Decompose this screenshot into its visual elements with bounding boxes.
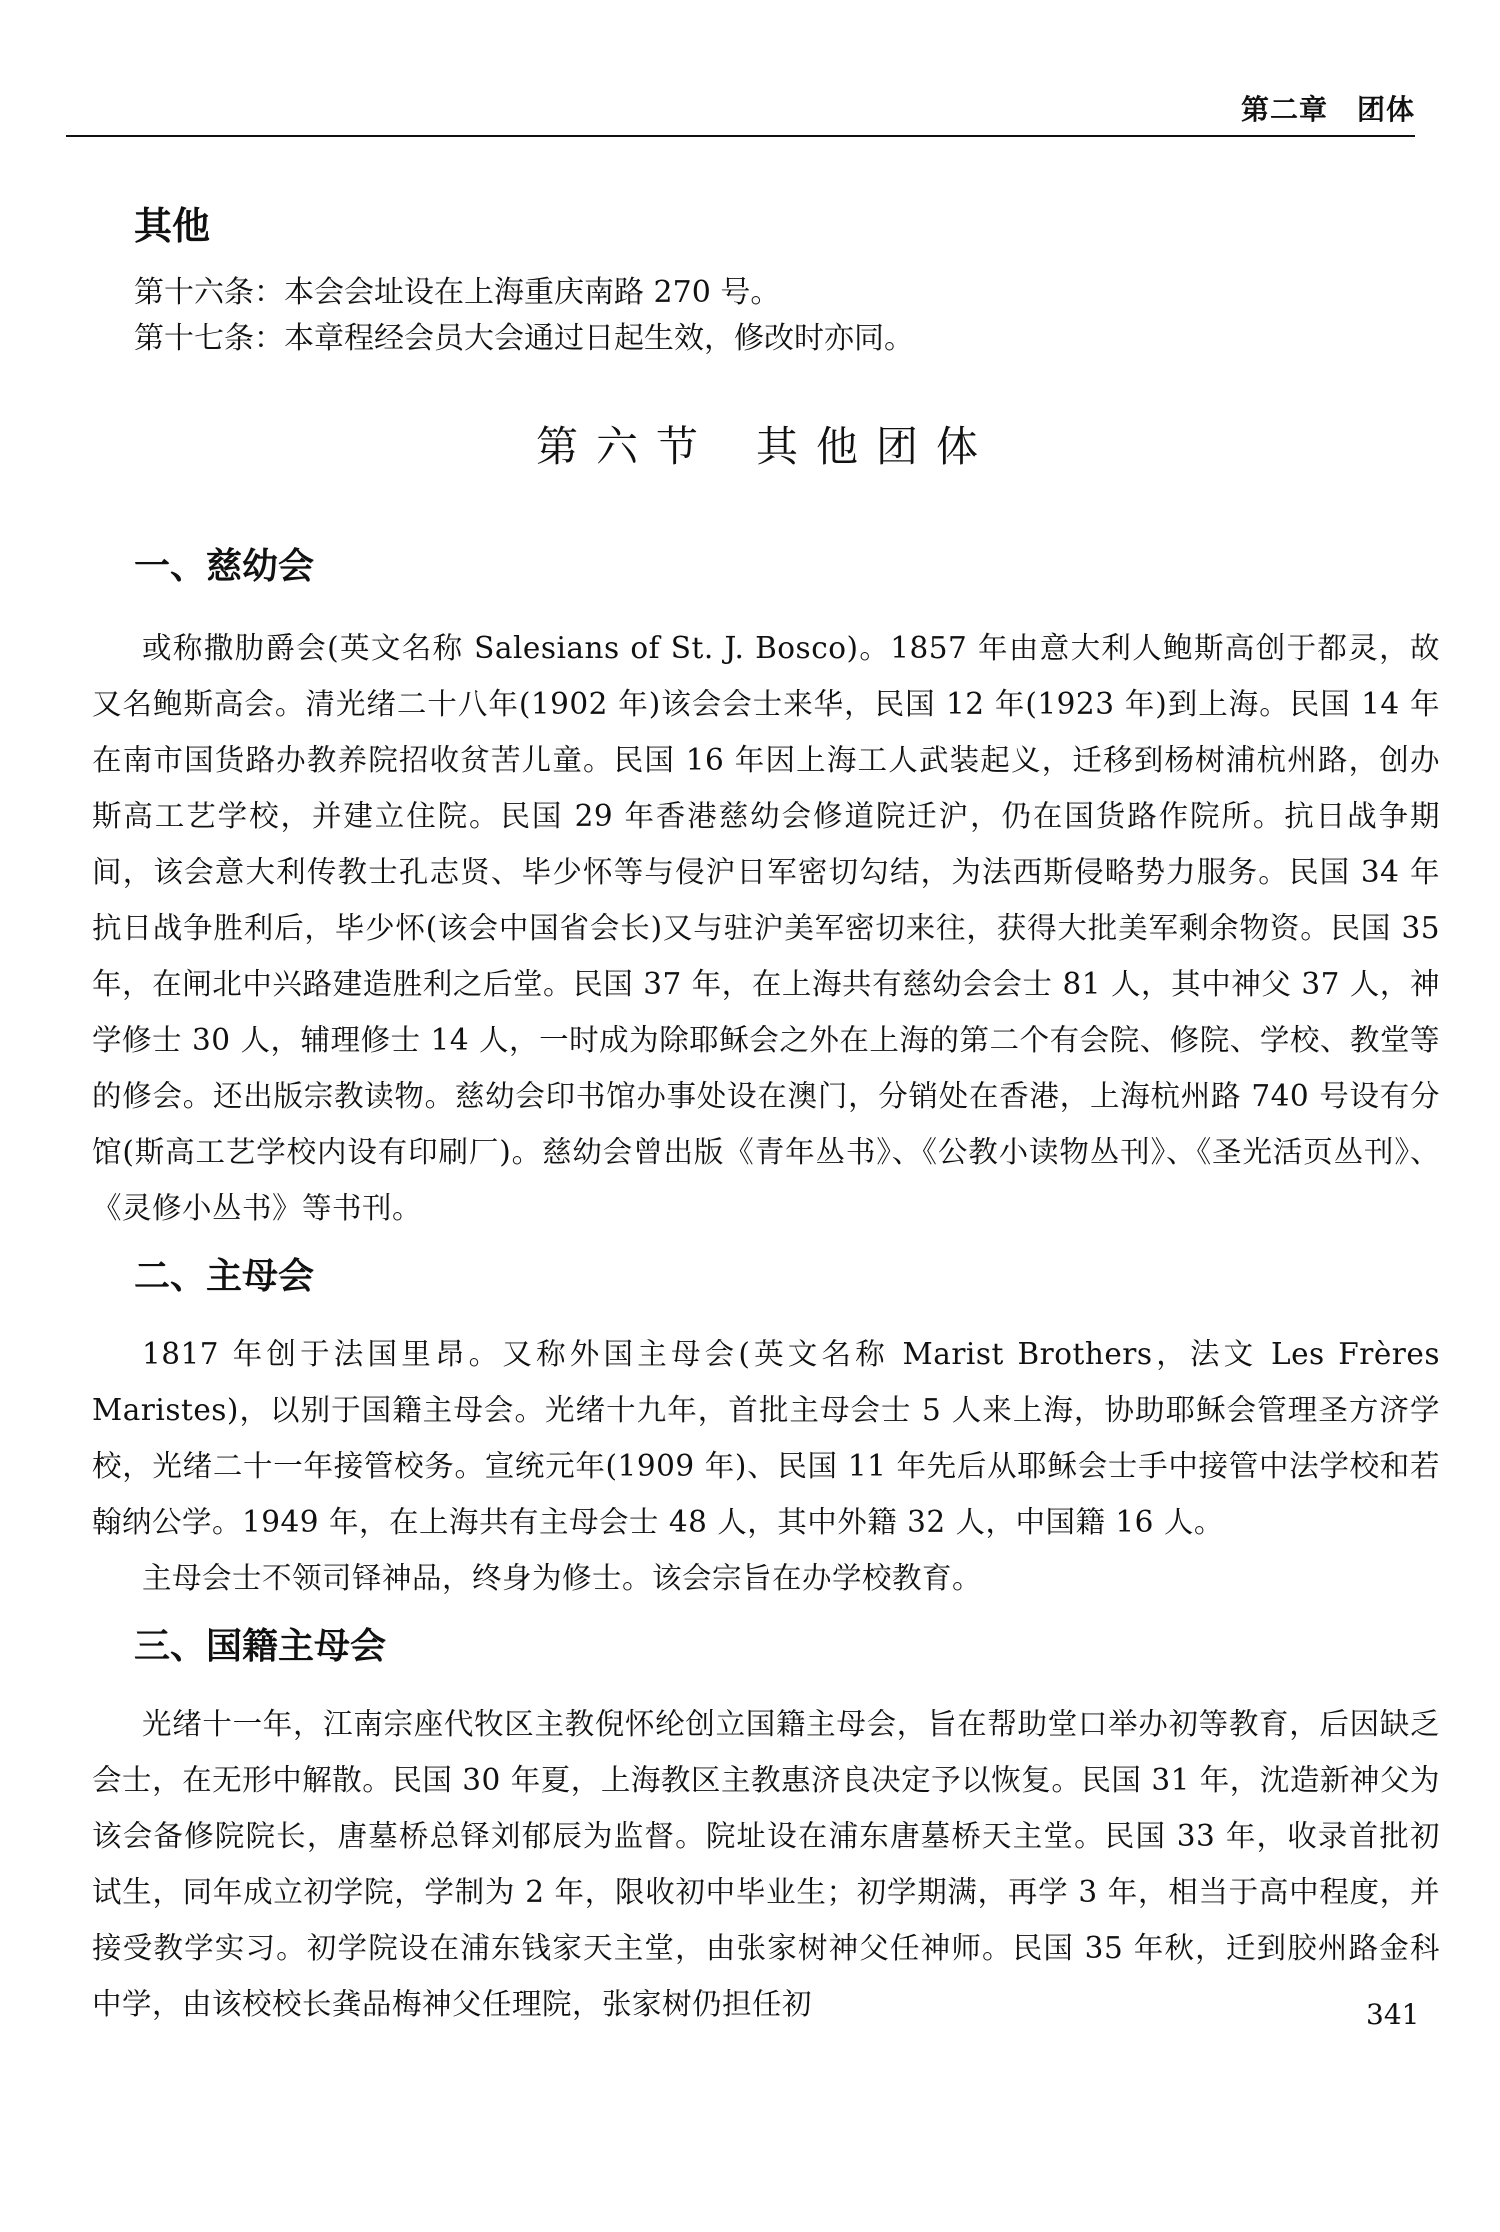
page-number: 341 (1366, 1998, 1420, 2031)
heading-guoji: 三、国籍主母会 (134, 1626, 387, 1667)
section-name: 其他团体 (756, 422, 997, 471)
clause-17: 第十七条：本章程经会员大会通过日起生效，修改时亦同。 (134, 321, 914, 356)
running-head: 第二章 团体 (1240, 93, 1415, 126)
clause-16: 第十六条：本会会址设在上海重庆南路 270 号。 (134, 275, 781, 310)
section-title (92, 414, 1440, 474)
heading-zhumu: 二、主母会 (134, 1256, 315, 1297)
para-zhumu-1: 1817 年创于法国里昂。又称外国主母会(英文名称 Marist Brothers，法文 Les Frères Maristes)，以别于国籍主母会。光绪十九年，首批主母会士 5 人来上海，协助耶稣会管理圣方济学校，光绪二十一年接管校务。宣统元年(1909 年)、民国 11 年先后从耶稣会士手中接管中法学校和若翰纳公学。1949 年，在上海共有主母会士 48 人，其中外籍 32 人，中国籍 16 人。 (92, 1337, 1440, 1539)
header-rule (66, 135, 1415, 137)
page-body (92, 195, 1440, 2032)
para-guoji: 光绪十一年，江南宗座代牧区主教倪怀纶创立国籍主母会，旨在帮助堂口举办初等教育，后因缺乏会士，在无形中解散。民国 30 年夏，上海教区主教惠济良决定予以恢复。民国 31 年，沈造新神父为该会备修院院长，唐墓桥总铎刘郁辰为监督。院址设在浦东唐墓桥天主堂。民国 33 年，收录首批初试生，同年成立初学院，学制为 2 年，限收初中毕业生；初学期满，再学 3 年，相当于高中程度，并接受教学实习。初学院设在浦东钱家天主堂，由张家树神父任神师。民国 35 年秋，迁到胶州路金科中学，由该校校长龚品梅神父任理院，张家树仍担任初 (92, 1707, 1440, 2021)
para-cifu: 或称撒肋爵会(英文名称 Salesians of St. J. Bosco)。1857 年由意大利人鲍斯高创于都灵，故又名鲍斯高会。清光绪二十八年(1902 年)该会会士来华，民国 12 年(1923 年)到上海。民国 14 年在南市国货路办教养院招收贫苦儿童。民国 16 年因上海工人武装起义，迁移到杨树浦杭州路，创办斯高工艺学校，并建立住院。民国 29 年香港慈幼会修道院迁沪，仍在国货路作院所。抗日战争期间，该会意大利传教士孔志贤、毕少怀等与侵沪日军密切勾结，为法西斯侵略势力服务。民国 34 年抗日战争胜利后，毕少怀(该会中国省会长)又与驻沪美军密切来往，获得大批美军剩余物资。民国 35 年，在闸北中兴路建造胜利之后堂。民国 37 年，在上海共有慈幼会会士 81 人，其中神父 37 人，神学修士 30 人，辅理修士 14 人，一时成为除耶稣会之外在上海的第二个有会院、修院、学校、教堂等的修会。还出版宗教读物。慈幼会印书馆办事处设在澳门，分销处在香港，上海杭州路 740 号设有分馆(斯高工艺学校内设有印刷厂)。慈幼会曾出版《青年丛书》、《公教小读物丛刊》、《圣光活页丛刊》、《灵修小丛书》等书刊。 (92, 631, 1440, 1225)
heading-cifu: 一、慈幼会 (134, 546, 315, 587)
section-number: 第六节 (535, 422, 716, 471)
other-heading: 其他 (134, 204, 211, 248)
para-zhumu-2: 主母会士不领司铎神品，终身为修士。该会宗旨在办学校教育。 (142, 1561, 983, 1595)
